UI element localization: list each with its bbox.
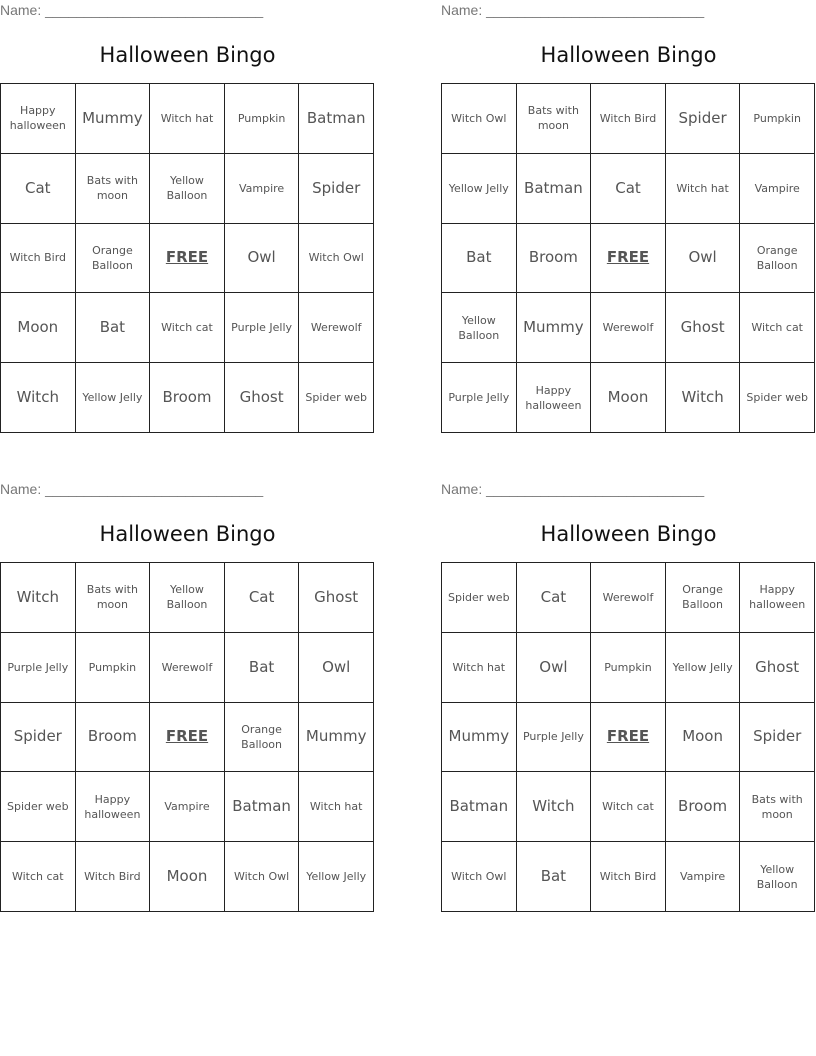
bingo-cell: Purple Jelly: [517, 703, 592, 773]
bingo-cell: Mummy: [517, 293, 592, 363]
bingo-grid: [441, 83, 815, 433]
card-title: Halloween Bingo: [540, 43, 717, 67]
bingo-cell: Bats with moon: [76, 563, 151, 633]
bingo-cell: Broom: [76, 703, 151, 773]
bingo-cell: Happy halloween: [517, 363, 592, 433]
bingo-cell: Owl: [666, 224, 741, 294]
bingo-cell: Witch cat: [591, 772, 666, 842]
bingo-cell: Witch Bird: [591, 842, 666, 912]
bingo-cell: Pumpkin: [740, 84, 815, 154]
bingo-cell: Witch Owl: [442, 842, 517, 912]
bingo-cell: Witch hat: [150, 84, 225, 154]
bingo-cell: Moon: [150, 842, 225, 912]
bingo-cell: Ghost: [740, 633, 815, 703]
bingo-cell: Purple Jelly: [1, 633, 76, 703]
bingo-cell: Bat: [225, 633, 300, 703]
card-title: Halloween Bingo: [99, 522, 276, 546]
bingo-cell: Witch cat: [1, 842, 76, 912]
bingo-cell: Batman: [517, 154, 592, 224]
bingo-cell: Spider web: [299, 363, 374, 433]
bingo-cell: Vampire: [150, 772, 225, 842]
bingo-grid: [0, 83, 374, 433]
bingo-cell: Cat: [517, 563, 592, 633]
bingo-cell: Batman: [442, 772, 517, 842]
bingo-cell: Yellow Jelly: [76, 363, 151, 433]
bingo-cell: Witch: [1, 363, 76, 433]
bingo-cell: Spider: [666, 84, 741, 154]
bingo-cell: Moon: [1, 293, 76, 363]
bingo-cell: Vampire: [225, 154, 300, 224]
bingo-cell: Bats with moon: [76, 154, 151, 224]
bingo-grid: [0, 562, 374, 912]
bingo-cell: Yellow Jelly: [666, 633, 741, 703]
bingo-cell: Bats with moon: [740, 772, 815, 842]
bingo-cell: Witch cat: [150, 293, 225, 363]
bingo-cell: Bat: [76, 293, 151, 363]
bingo-cell: Spider web: [442, 563, 517, 633]
bingo-cell: Pumpkin: [225, 84, 300, 154]
bingo-cell: Orange Balloon: [225, 703, 300, 773]
bingo-cell: Werewolf: [591, 563, 666, 633]
bingo-cell: Mummy: [442, 703, 517, 773]
bingo-cell: Purple Jelly: [225, 293, 300, 363]
bingo-cell: Owl: [299, 633, 374, 703]
free-space-cell: FREE: [591, 703, 666, 773]
bingo-cell: Witch: [517, 772, 592, 842]
bingo-cell: Ghost: [666, 293, 741, 363]
bingo-cell: Bat: [442, 224, 517, 294]
bingo-cell: Purple Jelly: [442, 363, 517, 433]
bingo-cell: Moon: [666, 703, 741, 773]
card-title: Halloween Bingo: [540, 522, 717, 546]
bingo-card-3: [0, 479, 375, 919]
bingo-cell: Witch: [1, 563, 76, 633]
free-space-cell: FREE: [591, 224, 666, 294]
bingo-cell: Vampire: [740, 154, 815, 224]
bingo-cell: Witch Bird: [76, 842, 151, 912]
bingo-cell: Ghost: [225, 363, 300, 433]
bingo-cell: Cat: [225, 563, 300, 633]
bingo-cell: Owl: [225, 224, 300, 294]
bingo-cell: Moon: [591, 363, 666, 433]
bingo-cell: Pumpkin: [76, 633, 151, 703]
bingo-cell: Spider web: [740, 363, 815, 433]
card-title: Halloween Bingo: [99, 43, 276, 67]
bingo-cell: Bats with moon: [517, 84, 592, 154]
bingo-cell: Happy halloween: [76, 772, 151, 842]
free-space-cell: FREE: [150, 224, 225, 294]
bingo-cell: Orange Balloon: [666, 563, 741, 633]
bingo-cell: Spider web: [1, 772, 76, 842]
bingo-cell: Owl: [517, 633, 592, 703]
bingo-cell: Yellow Balloon: [740, 842, 815, 912]
bingo-cell: Spider: [740, 703, 815, 773]
bingo-cell: Cat: [1, 154, 76, 224]
bingo-cell: Mummy: [299, 703, 374, 773]
bingo-cell: Bat: [517, 842, 592, 912]
bingo-cell: Yellow Balloon: [150, 563, 225, 633]
bingo-cell: Yellow Jelly: [442, 154, 517, 224]
bingo-cell: Witch Bird: [1, 224, 76, 294]
bingo-cell: Spider: [1, 703, 76, 773]
bingo-cell: Mummy: [76, 84, 151, 154]
name-field-label: Name: ____________________________: [441, 2, 705, 18]
bingo-cell: Broom: [666, 772, 741, 842]
bingo-cell: Happy halloween: [1, 84, 76, 154]
bingo-cell: Witch Bird: [591, 84, 666, 154]
bingo-card-2: [441, 0, 816, 440]
bingo-cell: Cat: [591, 154, 666, 224]
name-field-label: Name: ____________________________: [0, 481, 264, 497]
bingo-cell: Yellow Jelly: [299, 842, 374, 912]
bingo-cell: Yellow Balloon: [442, 293, 517, 363]
bingo-cell: Witch hat: [299, 772, 374, 842]
bingo-cell: Yellow Balloon: [150, 154, 225, 224]
bingo-cell: Vampire: [666, 842, 741, 912]
bingo-cell: Werewolf: [150, 633, 225, 703]
bingo-cell: Werewolf: [299, 293, 374, 363]
bingo-cell: Happy halloween: [740, 563, 815, 633]
bingo-card-4: [441, 479, 816, 919]
bingo-cell: Witch Owl: [442, 84, 517, 154]
bingo-cell: Witch: [666, 363, 741, 433]
name-field-label: Name: ____________________________: [0, 2, 264, 18]
bingo-cell: Batman: [225, 772, 300, 842]
bingo-grid: [441, 562, 815, 912]
name-field-label: Name: ____________________________: [441, 481, 705, 497]
bingo-cell: Orange Balloon: [76, 224, 151, 294]
bingo-cell: Ghost: [299, 563, 374, 633]
free-space-cell: FREE: [150, 703, 225, 773]
bingo-cell: Broom: [517, 224, 592, 294]
bingo-cell: Werewolf: [591, 293, 666, 363]
bingo-cell: Broom: [150, 363, 225, 433]
bingo-cell: Witch Owl: [299, 224, 374, 294]
bingo-cell: Witch Owl: [225, 842, 300, 912]
bingo-cell: Batman: [299, 84, 374, 154]
bingo-cell: Pumpkin: [591, 633, 666, 703]
bingo-cell: Witch hat: [442, 633, 517, 703]
bingo-cell: Orange Balloon: [740, 224, 815, 294]
bingo-card-1: [0, 0, 375, 440]
bingo-cell: Witch cat: [740, 293, 815, 363]
bingo-cell: Witch hat: [666, 154, 741, 224]
bingo-cell: Spider: [299, 154, 374, 224]
